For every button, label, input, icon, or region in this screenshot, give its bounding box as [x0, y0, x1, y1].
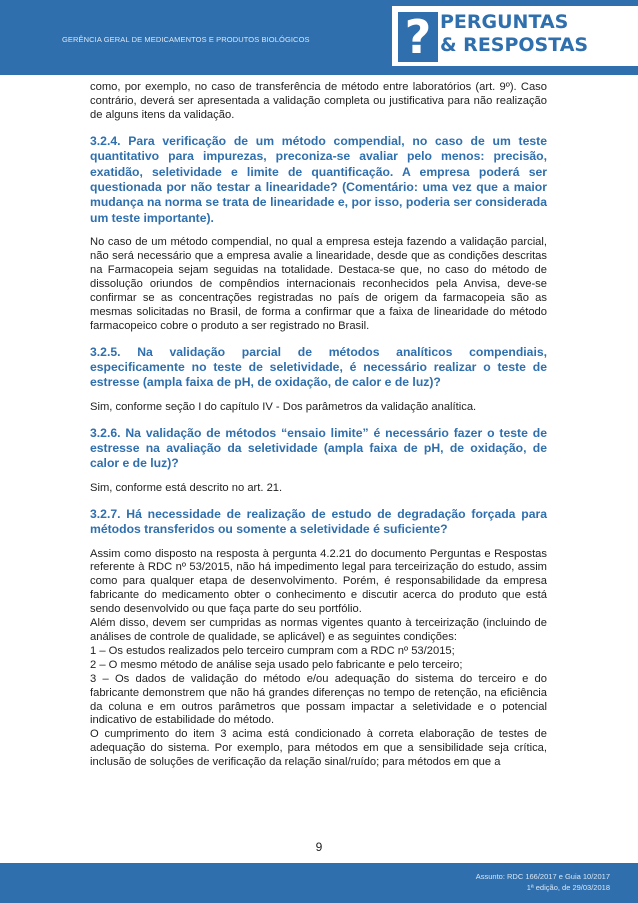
footer-bar — [0, 863, 638, 903]
question-3-2-5-answer: Sim, conforme seção I do capítulo IV - Dos parâmetros da validação analítica. — [90, 400, 477, 413]
question-3-2-7-answer-p1: Assim como disposto na resposta à pergunta 4.2.21 do documento Perguntas e Respostas referente à RDC nº 53/2015, não há impedimento legal para terceirização do estudo, assim como para qualquer etapa de desenvolvimento. Porém, é responsabilidade da empresa fabricante do medicamento obter o conhecimento e discutir acerca do produto que está sendo desenvolvido ou que faça parte do seu portfólio. — [90, 547, 547, 616]
logo-line-1: PERGUNTAS — [440, 11, 569, 33]
question-3-2-6-answer: Sim, conforme está descrito no art. 21. — [90, 481, 283, 494]
question-3-2-7-answer-p3: O cumprimento do item 3 acima está condicionado à correta elaboração de testes de adequação do sistema. Por exemplo, para métodos em que a sensibilidade seja crítica, inclusão de soluções de verificação da relação sinal/ruído; para métodos em que a — [90, 728, 547, 769]
document-body — [90, 81, 547, 770]
list-item: 1 – Os estudos realizados pelo terceiro cumpram com a RDC nº 53/2015; — [90, 644, 455, 657]
list-item: 3 – Os dados de validação do método e/ou adequação do sistema do terceiro e do fabricante demonstrem que não há grandes diferenças no tempo de retenção, na eficiência da coluna e em outros parâmetros que possam impactar a seletividade e o potencial indicativo de estabilidade do método. — [90, 672, 547, 727]
page-number: 9 — [315, 840, 323, 854]
list-item: 2 – O mesmo método de análise seja usado pelo fabricante e pelo terceiro; — [90, 658, 463, 671]
question-mark-icon: ? — [398, 12, 438, 62]
logo-line-2: & RESPOSTAS — [440, 34, 589, 56]
intro-paragraph: como, por exemplo, no caso de transferência de método entre laboratórios (art. 9º). Caso contrário, deverá ser apresentada a validação completa ou justificativa para não realização de alguns itens da validação. — [90, 81, 547, 121]
question-3-2-5-title: 3.2.5. Na validação parcial de métodos analíticos compendiais, especificamente no teste de seletividade, é necessário realizar o teste de estresse (ampla faixa de pH, de oxidação, de calor e de luz)? — [90, 344, 547, 390]
question-3-2-7-title: 3.2.7. Há necessidade de realização de estudo de degradação forçada para métodos transferidos ou somente a seletividade é suficiente? — [90, 506, 547, 537]
header-org-text: GERÊNCIA GERAL DE MEDICAMENTOS E PRODUTOS BIOLÓGICOS — [62, 35, 310, 44]
footer-subject: Assunto: RDC 166/2017 e Guia 10/2017 — [475, 872, 610, 881]
question-3-2-4-answer: No caso de um método compendial, no qual a empresa esteja fazendo a validação parcial, não será necessário que a empresa avalie a linearidade, desde que as condições descritas na Farmacopeia sejam seguidas na totalidade. Destaca-se que, no caso do método de dissolução oriundos de compêndios internacionais reconhecidos pela Anvisa, deve-se confirmar se as concentrações registradas no país de origem da farmacopeia são as mesmas solicitadas no Brasil, de forma a confirmar que a faixa de linearidade do método farmacopeico cobre o produto a ser registrado no Brasil. — [90, 236, 547, 332]
header-bar — [0, 0, 638, 75]
question-3-2-7-answer-p2: Além disso, devem ser cumpridas as normas vigentes quanto à terceirização (incluindo de análises de controle de qualidade, se aplicável) e as seguintes condições: — [90, 617, 547, 643]
question-3-2-4-title: 3.2.4. Para verificação de um método compendial, no caso de um teste quantitativo para impurezas, preconiza-se avaliar pelo menos: precisão, exatidão, seletividade e limite de quantificação. A empresa poderá ser questionada por não testar a linearidade? (Comentário: uma vez que a maior mudança na norma se trata de linearidade e, por isso, poderia ser considerada um teste importante). — [90, 133, 547, 225]
logo — [392, 6, 638, 66]
footer-edition: 1ª edição, de 29/03/2018 — [526, 883, 610, 892]
question-3-2-6-title: 3.2.6. Na validação de métodos “ensaio limite” é necessário fazer o teste de estresse na avaliação da seletividade (ampla faixa de pH, de oxidação, de calor e de luz)? — [90, 425, 547, 471]
